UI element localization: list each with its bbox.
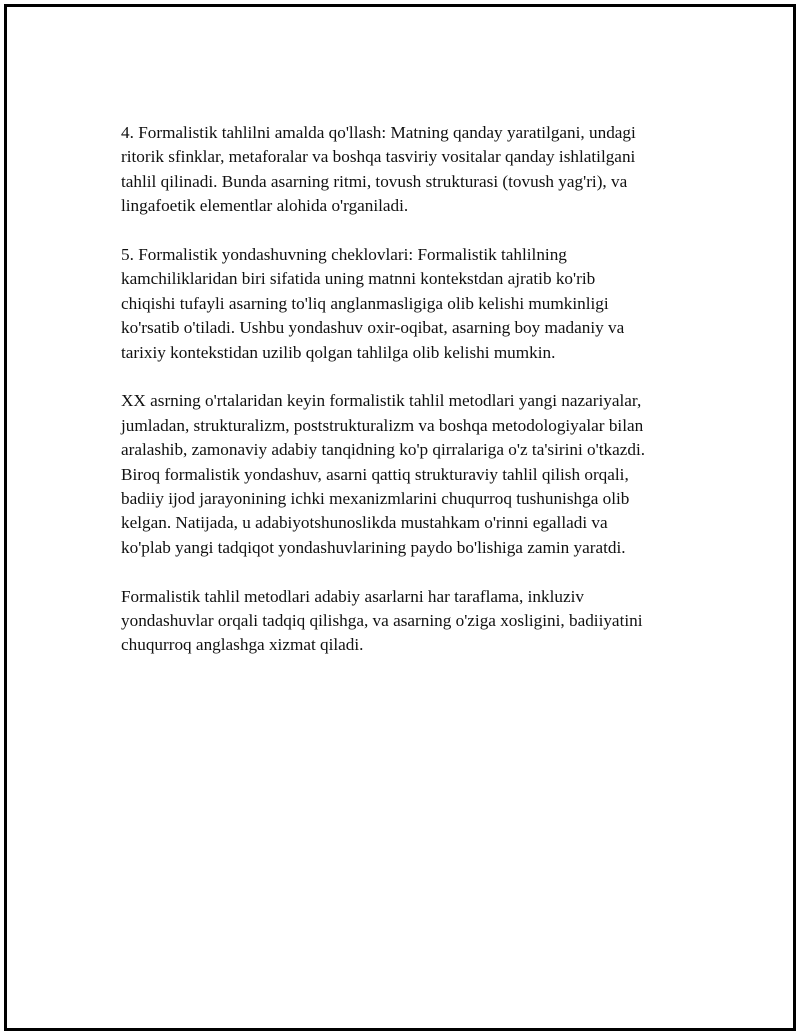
text-line: lingafoetik elementlar alohida o'rganiladi. bbox=[121, 196, 409, 216]
text-line: jumladan, strukturalizm, poststrukturalizm va boshqa metodologiyalar bilan bbox=[121, 415, 644, 435]
text-line: yondashuvlar orqali tadqiq qilishga, va asarning o'ziga xosligini, badiiyatini bbox=[121, 611, 643, 631]
text-line: XX asrning o'rtalaridan keyin formalistik tahlil metodlari yangi nazariyalar, bbox=[121, 391, 642, 411]
text-line: ritorik sfinklar, metaforalar va boshqa tasviriy vositalar qanday ishlatilgani bbox=[121, 147, 636, 167]
text-line: ko'plab yangi tadqiqot yondashuvlarining paydo bo'lishiga zamin yaratdi. bbox=[121, 537, 626, 557]
text-line: kelgan. Natijada, u adabiyotshunoslikda mustahkam o'rinni egalladi va bbox=[121, 513, 608, 533]
text-line: tahlil qilinadi. Bunda asarning ritmi, tovush strukturasi (tovush yag'ri), va bbox=[121, 171, 628, 191]
text-line: tarixiy kontekstidan uzilib qolgan tahlilga olib kelishi mumkin. bbox=[121, 342, 556, 362]
text-line: ko'rsatib o'tiladi. Ushbu yondashuv oxir-oqibat, asarning boy madaniy va bbox=[121, 318, 625, 338]
text-line: Biroq formalistik yondashuv, asarni qattiq strukturaviy tahlil qilish orqali, bbox=[121, 464, 629, 484]
text-line: chiqishi tufayli asarning to'liq anglanmasligiga olib kelishi mumkinligi bbox=[121, 293, 609, 313]
page-frame bbox=[4, 4, 796, 1031]
text-line: badiiy ijod jarayonining ichki mexanizmlarini chuqurroq tushunishga olib bbox=[121, 489, 630, 509]
text-line: kamchiliklaridan biri sifatida uning matnni kontekstdan ajratib ko'rib bbox=[121, 269, 596, 289]
paragraph-twentieth-century bbox=[121, 389, 711, 560]
paragraph-formalist-application bbox=[121, 121, 711, 219]
text-line: Formalistik tahlil metodlari adabiy asarlarni har taraflama, inkluziv bbox=[121, 586, 584, 606]
paragraph-formalist-limitations bbox=[121, 243, 711, 365]
text-line: 4. Formalistik tahlilni amalda qo'llash: Matning qanday yaratilgani, undagi bbox=[121, 123, 636, 142]
paragraph-conclusion bbox=[121, 585, 711, 658]
text-line: 5. Formalistik yondashuvning cheklovlari: Formalistik tahlilning bbox=[121, 245, 567, 265]
text-line: aralashib, zamonaviy adabiy tanqidning ko'p qirralariga o'z ta'sirini o'tkazdi. bbox=[121, 440, 646, 460]
text-line: chuqurroq anglashga xizmat qiladi. bbox=[121, 635, 364, 655]
page-content bbox=[121, 121, 711, 682]
